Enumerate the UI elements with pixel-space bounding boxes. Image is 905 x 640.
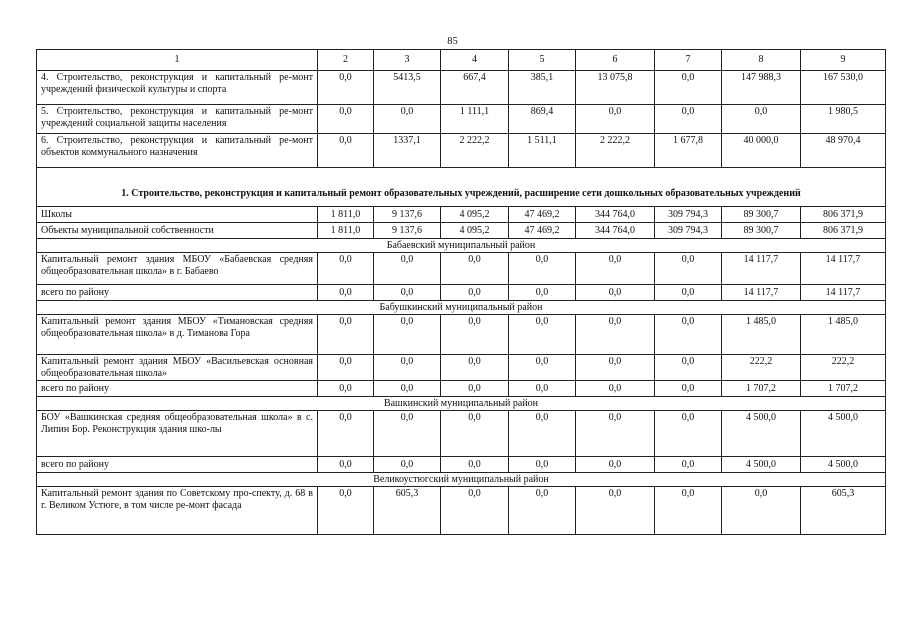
value-cell: 4 500,0 [801, 457, 886, 473]
value-cell: 0,0 [318, 355, 374, 381]
value-cell: 309 794,3 [655, 207, 722, 223]
table-row [37, 105, 886, 134]
value-cell: 0,0 [374, 105, 441, 134]
value-cell: 0,0 [722, 105, 801, 134]
value-cell: 0,0 [441, 457, 509, 473]
column-number: 4 [441, 50, 509, 71]
value-cell: 0,0 [509, 487, 576, 535]
value-cell: 1 980,5 [801, 105, 886, 134]
value-cell: 0,0 [318, 315, 374, 355]
value-cell: 0,0 [318, 71, 374, 105]
value-cell: 89 300,7 [722, 223, 801, 239]
row-label: Капитальный ремонт здания по Советскому про-спекту, д. 68 в г. Великом Устюге, в том числе ре-монт фасада [37, 487, 318, 535]
value-cell: 0,0 [374, 285, 441, 301]
value-cell: 869,4 [509, 105, 576, 134]
value-cell: 4 095,2 [441, 207, 509, 223]
value-cell: 0,0 [441, 381, 509, 397]
row-label: БОУ «Вашкинская средняя общеобразовательная школа» в с. Липин Бор. Реконструкция здания шко-лы [37, 411, 318, 457]
row-label: 6. Строительство, реконструкция и капитальный ре-монт объектов коммунального назначения [37, 134, 318, 168]
value-cell: 1337,1 [374, 134, 441, 168]
district-header-row [37, 301, 886, 315]
row-label: всего по району [37, 381, 318, 397]
table-row [37, 71, 886, 105]
row-label: Объекты муниципальной собственности [37, 223, 318, 239]
value-cell: 0,0 [441, 411, 509, 457]
value-cell: 0,0 [655, 411, 722, 457]
page-number: 85 [447, 36, 458, 47]
value-cell: 0,0 [576, 487, 655, 535]
value-cell: 605,3 [801, 487, 886, 535]
table-row [37, 411, 886, 457]
value-cell: 0,0 [576, 285, 655, 301]
value-cell: 14 117,7 [801, 285, 886, 301]
section-title: 1. Строительство, реконструкция и капитальный ремонт образовательных учреждений, расширение сети дошкольных образовательных учреждений [37, 168, 886, 207]
value-cell: 0,0 [374, 253, 441, 285]
value-cell: 5413,5 [374, 71, 441, 105]
value-cell: 9 137,6 [374, 207, 441, 223]
district-header-row [37, 239, 886, 253]
row-label: всего по району [37, 285, 318, 301]
value-cell: 0,0 [655, 105, 722, 134]
value-cell: 0,0 [318, 457, 374, 473]
column-number: 3 [374, 50, 441, 71]
value-cell: 0,0 [576, 355, 655, 381]
district-title: Великоустюгский муниципальный район [37, 473, 886, 487]
value-cell: 0,0 [655, 487, 722, 535]
value-cell: 47 469,2 [509, 207, 576, 223]
table-row [37, 381, 886, 397]
row-label: Капитальный ремонт здания МБОУ «Васильевская основная общеобразовательная школа» [37, 355, 318, 381]
district-header-row [37, 473, 886, 487]
value-cell: 0,0 [374, 457, 441, 473]
value-cell: 222,2 [801, 355, 886, 381]
value-cell: 0,0 [374, 381, 441, 397]
table-row [37, 457, 886, 473]
table-row [37, 253, 886, 285]
district-title: Бабаевский муниципальный район [37, 239, 886, 253]
value-cell: 1 707,2 [722, 381, 801, 397]
value-cell: 344 764,0 [576, 223, 655, 239]
value-cell: 605,3 [374, 487, 441, 535]
value-cell: 0,0 [318, 105, 374, 134]
value-cell: 14 117,7 [801, 253, 886, 285]
value-cell: 806 371,9 [801, 223, 886, 239]
value-cell: 0,0 [655, 71, 722, 105]
value-cell: 2 222,2 [576, 134, 655, 168]
value-cell: 0,0 [655, 457, 722, 473]
column-number: 6 [576, 50, 655, 71]
table-row [37, 207, 886, 223]
value-cell: 0,0 [441, 253, 509, 285]
value-cell: 14 117,7 [722, 285, 801, 301]
value-cell: 0,0 [318, 253, 374, 285]
value-cell: 1 485,0 [801, 315, 886, 355]
value-cell: 0,0 [655, 285, 722, 301]
value-cell: 0,0 [576, 381, 655, 397]
value-cell: 0,0 [374, 355, 441, 381]
value-cell: 0,0 [722, 487, 801, 535]
district-title: Бабушкинский муниципальный район [37, 301, 886, 315]
row-label: 5. Строительство, реконструкция и капитальный ре-монт учреждений социальной защиты населения [37, 105, 318, 134]
value-cell: 0,0 [509, 355, 576, 381]
value-cell: 89 300,7 [722, 207, 801, 223]
value-cell: 1 485,0 [722, 315, 801, 355]
value-cell: 0,0 [576, 253, 655, 285]
value-cell: 0,0 [374, 411, 441, 457]
table-row [37, 487, 886, 535]
value-cell: 1 677,8 [655, 134, 722, 168]
value-cell: 1 811,0 [318, 207, 374, 223]
value-cell: 147 988,3 [722, 71, 801, 105]
value-cell: 13 075,8 [576, 71, 655, 105]
row-label: Школы [37, 207, 318, 223]
value-cell: 9 137,6 [374, 223, 441, 239]
value-cell: 806 371,9 [801, 207, 886, 223]
district-header-row [37, 397, 886, 411]
column-number-row [37, 50, 886, 71]
value-cell: 48 970,4 [801, 134, 886, 168]
value-cell: 4 095,2 [441, 223, 509, 239]
value-cell: 0,0 [509, 253, 576, 285]
column-number: 9 [801, 50, 886, 71]
row-label: Капитальный ремонт здания МБОУ «Бабаевская средняя общеобразовательная школа» в г. Бабаево [37, 253, 318, 285]
value-cell: 167 530,0 [801, 71, 886, 105]
value-cell: 0,0 [576, 315, 655, 355]
value-cell: 4 500,0 [722, 411, 801, 457]
value-cell: 0,0 [655, 253, 722, 285]
value-cell: 0,0 [655, 381, 722, 397]
table-row [37, 355, 886, 381]
value-cell: 0,0 [655, 355, 722, 381]
value-cell: 0,0 [509, 381, 576, 397]
table-body [37, 50, 886, 535]
table-row [37, 315, 886, 355]
value-cell: 0,0 [509, 411, 576, 457]
value-cell: 14 117,7 [722, 253, 801, 285]
row-label: всего по району [37, 457, 318, 473]
column-number: 1 [37, 50, 318, 71]
row-label: Капитальный ремонт здания МБОУ «Тимановская средняя общеобразовательная школа» в д. Тиманова Гора [37, 315, 318, 355]
value-cell: 1 707,2 [801, 381, 886, 397]
value-cell: 0,0 [509, 285, 576, 301]
table-row [37, 285, 886, 301]
table-row [37, 223, 886, 239]
value-cell: 0,0 [576, 457, 655, 473]
value-cell: 0,0 [441, 487, 509, 535]
value-cell: 40 000,0 [722, 134, 801, 168]
value-cell: 0,0 [576, 105, 655, 134]
column-number: 7 [655, 50, 722, 71]
value-cell: 222,2 [722, 355, 801, 381]
column-number: 2 [318, 50, 374, 71]
value-cell: 0,0 [509, 457, 576, 473]
column-number: 5 [509, 50, 576, 71]
budget-table [36, 49, 886, 535]
column-number: 8 [722, 50, 801, 71]
value-cell: 0,0 [509, 315, 576, 355]
value-cell: 0,0 [655, 315, 722, 355]
value-cell: 1 511,1 [509, 134, 576, 168]
value-cell: 0,0 [576, 411, 655, 457]
section-header-row [37, 168, 886, 207]
value-cell: 0,0 [374, 315, 441, 355]
value-cell: 0,0 [318, 134, 374, 168]
value-cell: 344 764,0 [576, 207, 655, 223]
value-cell: 385,1 [509, 71, 576, 105]
value-cell: 0,0 [318, 411, 374, 457]
value-cell: 1 111,1 [441, 105, 509, 134]
value-cell: 2 222,2 [441, 134, 509, 168]
row-label: 4. Строительство, реконструкция и капитальный ре-монт учреждений физической культуры и спорта [37, 71, 318, 105]
value-cell: 47 469,2 [509, 223, 576, 239]
value-cell: 1 811,0 [318, 223, 374, 239]
table-row [37, 134, 886, 168]
value-cell: 309 794,3 [655, 223, 722, 239]
value-cell: 667,4 [441, 71, 509, 105]
value-cell: 0,0 [441, 355, 509, 381]
value-cell: 0,0 [441, 285, 509, 301]
value-cell: 0,0 [318, 487, 374, 535]
value-cell: 0,0 [441, 315, 509, 355]
value-cell: 0,0 [318, 381, 374, 397]
value-cell: 4 500,0 [722, 457, 801, 473]
value-cell: 4 500,0 [801, 411, 886, 457]
value-cell: 0,0 [318, 285, 374, 301]
district-title: Вашкинский муниципальный район [37, 397, 886, 411]
